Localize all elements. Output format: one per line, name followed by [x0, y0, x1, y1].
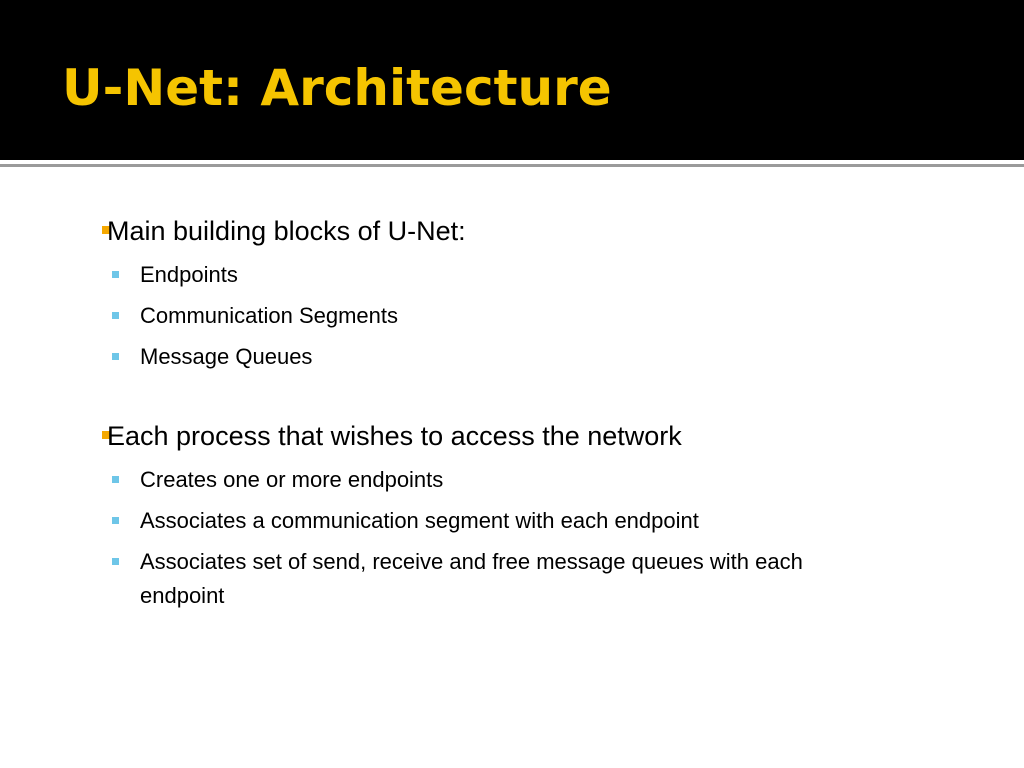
sub-bullet-creates-endpoints: Creates one or more endpoints	[140, 467, 444, 492]
sub-bullet-marker-icon	[112, 558, 119, 565]
sub-bullet-marker-icon	[112, 271, 119, 278]
sub-bullet-marker-icon	[112, 476, 119, 483]
sub-bullet-marker-icon	[112, 312, 119, 319]
sub-bullet-marker-icon	[112, 353, 119, 360]
sub-bullet-endpoints: Endpoints	[140, 262, 238, 287]
sub-bullet-associates-segment: Associates a communication segment with each endpoint	[140, 508, 699, 533]
sub-bullet-communication-segments: Communication Segments	[140, 303, 399, 328]
sub-bullet-associates-queues-continued: endpoint	[140, 583, 225, 608]
sub-bullet-message-queues: Message Queues	[140, 344, 313, 369]
bullet-each-process: Each process that wishes to access the network	[107, 421, 682, 451]
slide-title: U-Net: Architecture	[62, 59, 612, 117]
sub-bullet-associates-queues: Associates set of send, receive and free message queues with each	[140, 549, 803, 574]
sub-bullet-marker-icon	[112, 517, 119, 524]
bullet-main-building-blocks: Main building blocks of U-Net:	[107, 216, 466, 246]
